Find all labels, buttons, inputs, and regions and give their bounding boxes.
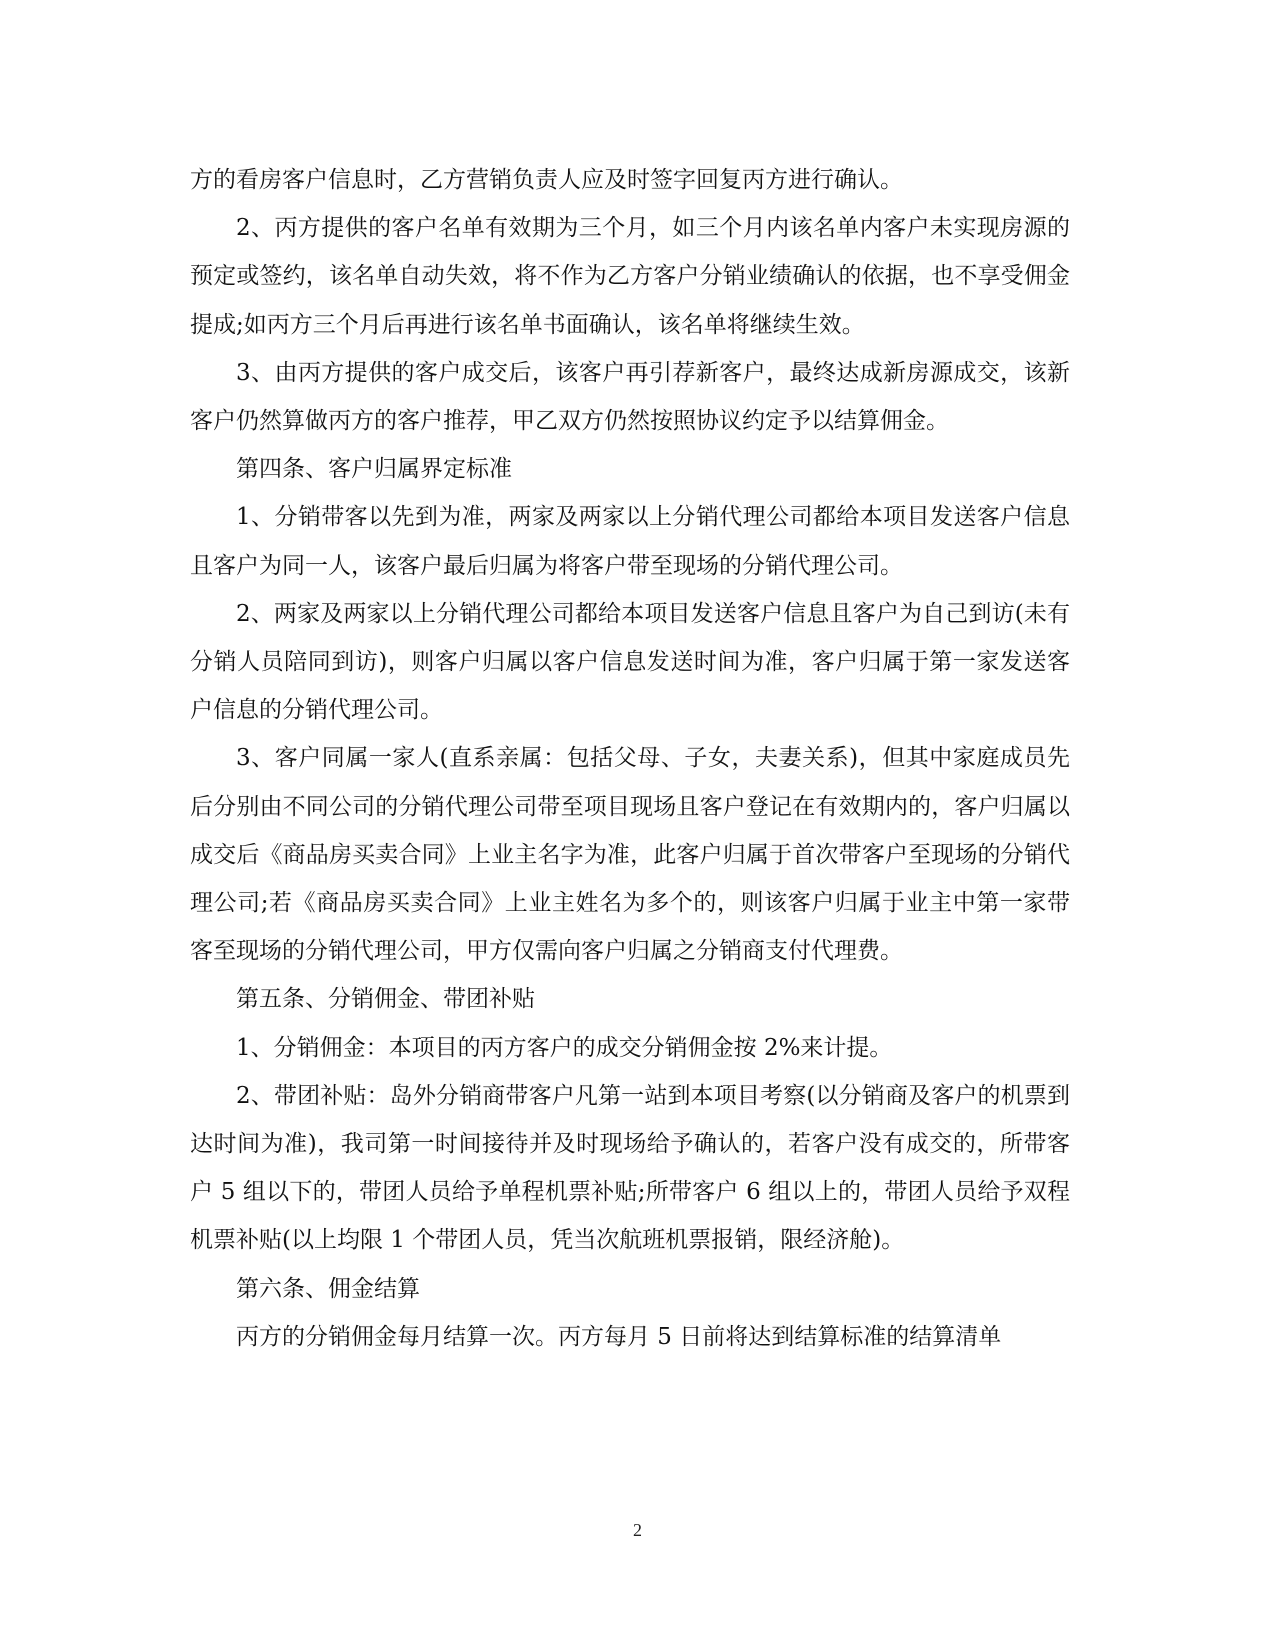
paragraph-article-4-item-1: 1、分销带客以先到为准，两家及两家以上分销代理公司都给本项目发送客户信息且客户为同一人，该客户最后归属为将客户带至现场的分销代理公司。: [190, 504, 1070, 579]
paragraph-article-4-item-2: 2、两家及两家以上分销代理公司都给本项目发送客户信息且客户为自己到访(未有分销人员陪同到访)，则客户归属以客户信息发送时间为准，客户归属于第一家发送客户信息的分销代理公司。: [190, 600, 1070, 724]
paragraph-referral: 3、由丙方提供的客户成交后，该客户再引荐新客户，最终达成新房源成交，该新客户仍然算做丙方的客户推荐，甲乙双方仍然按照协议约定予以结算佣金。: [190, 359, 1070, 435]
page-number: 2: [633, 1520, 642, 1540]
section-heading-article-6: 第六条、佣金结算: [236, 1275, 420, 1302]
paragraph-article-6-body: 丙方的分销佣金每月结算一次。丙方每月 5 日前将达到结算标准的结算清单: [236, 1323, 1002, 1350]
paragraph-list-validity: 2、丙方提供的客户名单有效期为三个月，如三个月内该名单内客户未实现房源的预定或签约，该名单自动失效，将不作为乙方客户分销业绩确认的依据，也不享受佣金提成;如丙方三个月后再进行该名单书面确认，该名单将继续生效。: [190, 215, 1070, 338]
paragraph-article-4-item-3: 3、客户同属一家人(直系亲属：包括父母、子女，夫妻关系)，但其中家庭成员先后分别由不同公司的分销代理公司带至项目现场且客户登记在有效期内的，客户归属以成交后《商品房买卖合同》上业主名字为准，此客户归属于首次带客户至现场的分销代理公司;若《商品房买卖合同》上业主姓名为多个的，则该客户归属于业主中第一家带客至现场的分销代理公司，甲方仅需向客户归属之分销商支付代理费。: [190, 745, 1070, 965]
paragraph-continuation: 方的看房客户信息时，乙方营销负责人应及时签字回复丙方进行确认。: [190, 167, 903, 193]
paragraph-article-5-item-2: 2、带团补贴：岛外分销商带客户凡第一站到本项目考察(以分销商及客户的机票到达时间为准)，我司第一时间接待并及时现场给予确认的，若客户没有成交的，所带客户 5 组以下的，带团人员给予单程机票补贴;所带客户 6 组以上的，带团人员给予双程机票补贴(以上均限 1 个带团人员，凭当次航班机票报销，限经济舱)。: [190, 1082, 1070, 1254]
section-heading-article-4: 第四条、客户归属界定标准: [236, 456, 512, 483]
document-body: [190, 156, 1070, 1361]
paragraph-article-5-item-1: 1、分销佣金：本项目的丙方客户的成交分销佣金按 2%来计提。: [236, 1034, 893, 1061]
section-heading-article-5: 第五条、分销佣金、带团补贴: [236, 986, 535, 1013]
